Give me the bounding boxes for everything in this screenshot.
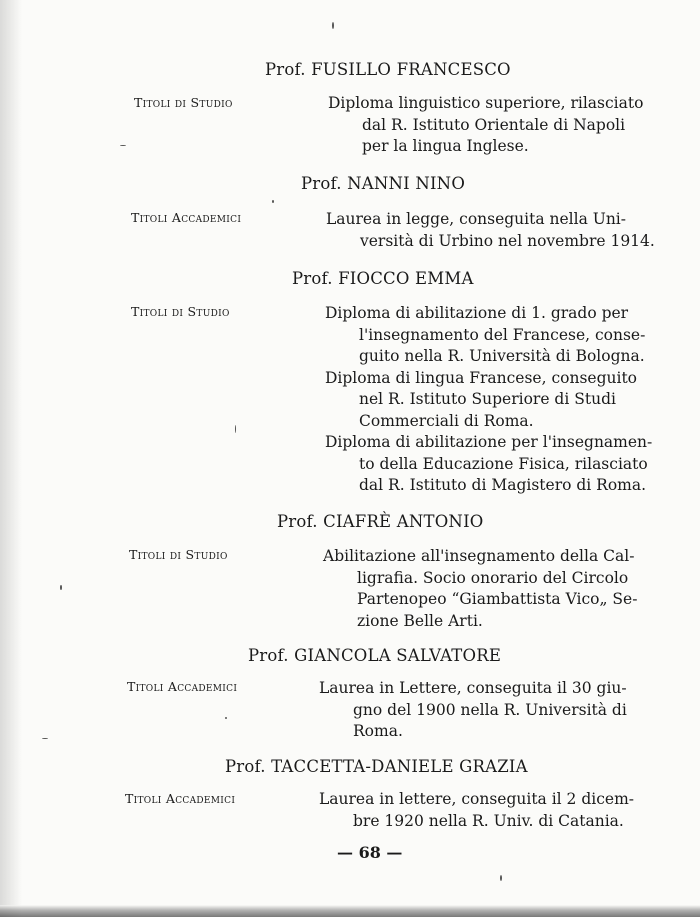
desc-line: l'insegnamento del Francese, conse-: [359, 325, 646, 344]
paragraph: [319, 678, 627, 743]
paragraph: [325, 303, 652, 368]
scan-speck: [225, 717, 227, 719]
paragraph: [328, 93, 643, 158]
entry-label-fusillo: Titoli di Studio: [134, 95, 233, 110]
desc-line: Diploma di abilitazione per l'insegnamen-: [325, 433, 653, 451]
entry-desc-nanni: [326, 209, 655, 252]
entry-desc-ciafre: [323, 546, 637, 632]
entry-name-giancola: Prof. GIANCOLA SALVATORE: [248, 646, 502, 665]
paragraph: [325, 368, 652, 433]
desc-line: per la lingua Inglese.: [362, 137, 529, 155]
page-number: — 68 —: [337, 843, 403, 862]
desc-line: ligrafia. Socio onorario del Circolo: [357, 568, 629, 587]
desc-line: Partenopeo “Giambattista Vico„ Se-: [357, 590, 638, 608]
entry-name-taccetta: Prof. TACCETTA-DANIELE GRAZIA: [225, 757, 528, 776]
desc-line: dal R. Istituto Orientale di Napoli: [362, 115, 626, 134]
entry-name-fusillo: Prof. FUSILLO FRANCESCO: [265, 60, 511, 79]
desc-line: to della Educazione Fisica, rilasciato: [359, 454, 648, 473]
desc-line: gno del 1900 nella R. Università di: [353, 700, 627, 719]
entry-desc-giancola: [319, 678, 627, 743]
paragraph: [326, 209, 655, 252]
desc-line: Roma.: [353, 722, 403, 740]
scan-speck: [120, 145, 126, 146]
desc-line: Laurea in lettere, conseguita il 2 dicem-: [319, 790, 635, 808]
desc-line: Laurea in Lettere, conseguita il 30 giu-: [319, 679, 627, 697]
desc-line: guito nella R. Università di Bologna.: [359, 347, 645, 365]
entry-name-ciafre: Prof. CIAFRÈ ANTONIO: [277, 512, 484, 531]
paragraph: [325, 432, 652, 497]
desc-line: Laurea in legge, conseguita nella Uni-: [326, 210, 626, 228]
desc-line: nel R. Istituto Superiore di Studi: [359, 390, 616, 408]
entry-label-ciafre: Titoli di Studio: [129, 547, 228, 562]
entry-label-nanni: Titoli Accademici: [131, 210, 242, 225]
scan-speck: [500, 875, 502, 881]
scan-speck: [42, 738, 48, 739]
paragraph: [323, 546, 637, 632]
desc-line: zione Belle Arti.: [357, 611, 483, 630]
desc-line: dal R. Istituto di Magistero di Roma.: [359, 476, 647, 494]
entry-desc-taccetta: [319, 789, 634, 832]
entry-label-taccetta: Titoli Accademici: [125, 791, 236, 806]
paragraph: [319, 789, 634, 832]
scan-speck: [235, 425, 236, 433]
entry-name-nanni: Prof. NANNI NINO: [301, 174, 466, 193]
scan-speck: [60, 585, 62, 590]
scan-shadow-left: [0, 0, 22, 917]
entry-desc-fiocco: [325, 303, 652, 497]
desc-line: Abilitazione all'insegnamento della Cal-: [323, 547, 635, 565]
desc-line: versità di Urbino nel novembre 1914.: [360, 231, 655, 250]
entry-label-giancola: Titoli Accademici: [127, 679, 238, 694]
entry-name-fiocco: Prof. FIOCCO EMMA: [292, 269, 474, 288]
desc-line: Diploma di abilitazione di 1. grado per: [325, 304, 629, 322]
scan-shadow-bottom: [0, 905, 700, 917]
desc-line: bre 1920 nella R. Univ. di Catania.: [353, 811, 624, 830]
entry-label-fiocco: Titoli di Studio: [131, 304, 230, 319]
scan-speck: [272, 200, 274, 203]
desc-line: Commerciali di Roma.: [359, 411, 534, 430]
entry-desc-fusillo: [328, 93, 643, 158]
desc-line: Diploma linguistico superiore, rilasciato: [328, 94, 644, 112]
desc-line: Diploma di lingua Francese, conseguito: [325, 368, 638, 387]
scan-speck: [332, 22, 334, 29]
